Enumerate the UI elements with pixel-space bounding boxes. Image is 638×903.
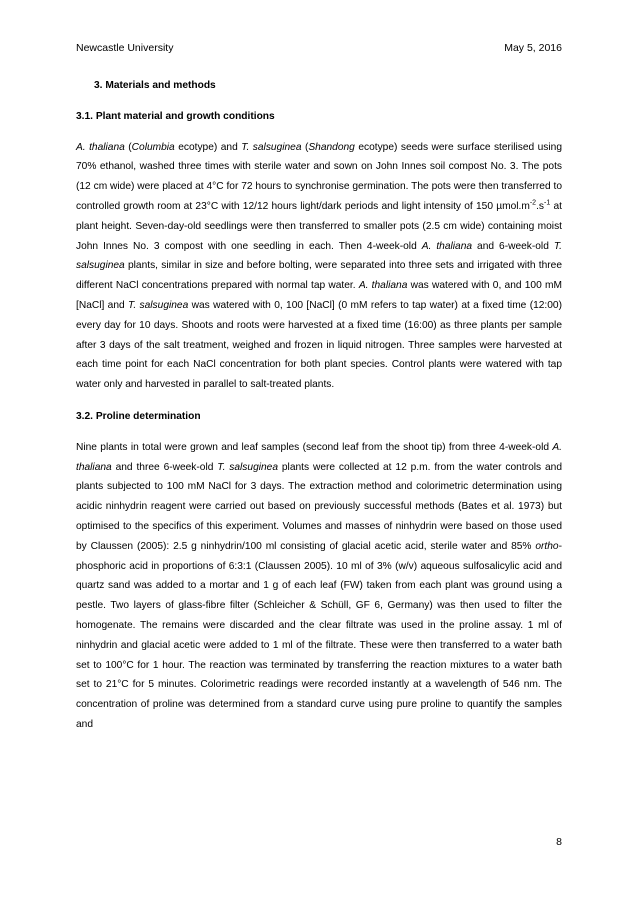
text-run: plants were collected at 12 p.m. from the water controls and plants subjected to 100 mM NaCl for 3 days. The extraction method and colorimetric determination using acidic ninhydrin reagent were carried out based on previously successful methods (Bates et al. 1973) but optimised to the specifics of this experiment. Volumes and masses of ninhydrin were based on those used by Claussen (2005): 2.5 g ninhydrin/100 ml consisting of glacial acetic acid, sterile water and 85% [76, 461, 562, 552]
italic-ecotype: Columbia [131, 141, 175, 153]
text-run: .s [536, 200, 545, 212]
text-run: and 6-week-old [472, 240, 554, 252]
superscript: -1 [544, 199, 551, 207]
italic-species: T. salsuginea [241, 141, 302, 153]
text-run: and three 6-week-old [111, 461, 218, 473]
italic-species: T. salsuginea [76, 240, 562, 272]
italic-species: T. salsuginea [128, 299, 189, 311]
superscript: -2 [529, 199, 537, 207]
paragraph-proline [76, 438, 562, 735]
text-run: plants, similar in size and before bolting, were separated into three sets and irrigated with three different NaCl concentrations prepared with normal tap water. [76, 260, 562, 292]
text-run: -phosphoric acid in proportions of 6:3:1 (Claussen 2005). 10 ml of 3% (w/v) aqueous sulfosalicylic acid and quartz sand was added to a mortar and 1 g of each leaf (FW) taken from each plant was ground using a pestle. Two layers of glass-fibre filter (Schleicher & Schüll, GF 6, Germany) was then used to filter the homogenate. The remains were discarded and the clear filtrate was used in the proline assay. 1 ml of ninhydrin and glacial acetic were added to 1 ml of the filtrate. These were then transferred to a water bath set to 100°C for 1 hour. The reaction was terminated by transferring the reaction mixtures to a water bath set to 21°C for 5 minutes. Colorimetric readings were recorded instantly at a wavelength of 546 nm. The concentration of proline was determined from a standard curve using pure proline to quantify the samples and [76, 540, 562, 730]
document-body [76, 76, 562, 747]
italic-term: ortho [535, 540, 559, 552]
page-number: 8 [556, 836, 562, 848]
header-date: May 5, 2016 [504, 42, 562, 54]
text-run: Nine plants in total were grown and leaf samples (second leaf from the shoot tip) from three 4-week-old [76, 441, 553, 453]
text-run: was watered with 0, 100 [NaCl] (0 mM refers to tap water) at a fixed time (12:00) every day for 10 days. Shoots and roots were harvested at a fixed time (16:00) as three plants per sample after 3 days of the salt treatment, weighed and frozen in liquid nitrogen. Three samples were harvested at each time point for each NaCl concentration for both plant species. Control plants were watered with tap water only and harvested in parallel to salt-treated plants. [76, 299, 562, 391]
italic-species: A. thaliana [76, 441, 562, 473]
subsection-title-proline: 3.2. Proline determination [76, 410, 201, 422]
text-run: at plant height. Seven-day-old seedlings were then transferred to smaller pots (2.5 cm wide) containing moist John Innes No. 3 compost with one seedling in each. Then 4-week-old [76, 200, 562, 252]
subsection-title-plant-material: 3.1. Plant material and growth conditions [76, 110, 275, 122]
italic-species: A. thaliana [76, 141, 125, 153]
italic-species: A. thaliana [358, 280, 408, 292]
text-run: ( [124, 141, 132, 153]
italic-species: A. thaliana [421, 240, 473, 252]
section-title: 3. Materials and methods [94, 80, 216, 91]
text-run: ecotype) seeds were surface sterilised using 70% ethanol, washed three times with sterile water and sown on John Innes soil compost No. 3. The pots (12 cm wide) were placed at 4°C for 72 hours to synchronise germination. The pots were then transferred to controlled growth room at 23°C with 12/12 hours light/dark periods and light intensity of 150 µmol.m [76, 141, 562, 212]
header-institution: Newcastle University [76, 42, 174, 54]
italic-ecotype: Shandong [308, 141, 355, 153]
italic-species: T. salsuginea [217, 461, 278, 473]
text-run: was watered with 0, and 100 mM [NaCl] and [76, 280, 562, 311]
paragraph-plant-material [76, 138, 562, 395]
text-run: ecotype) and [174, 141, 242, 153]
text-run: ( [301, 141, 309, 153]
page-header [76, 42, 562, 54]
